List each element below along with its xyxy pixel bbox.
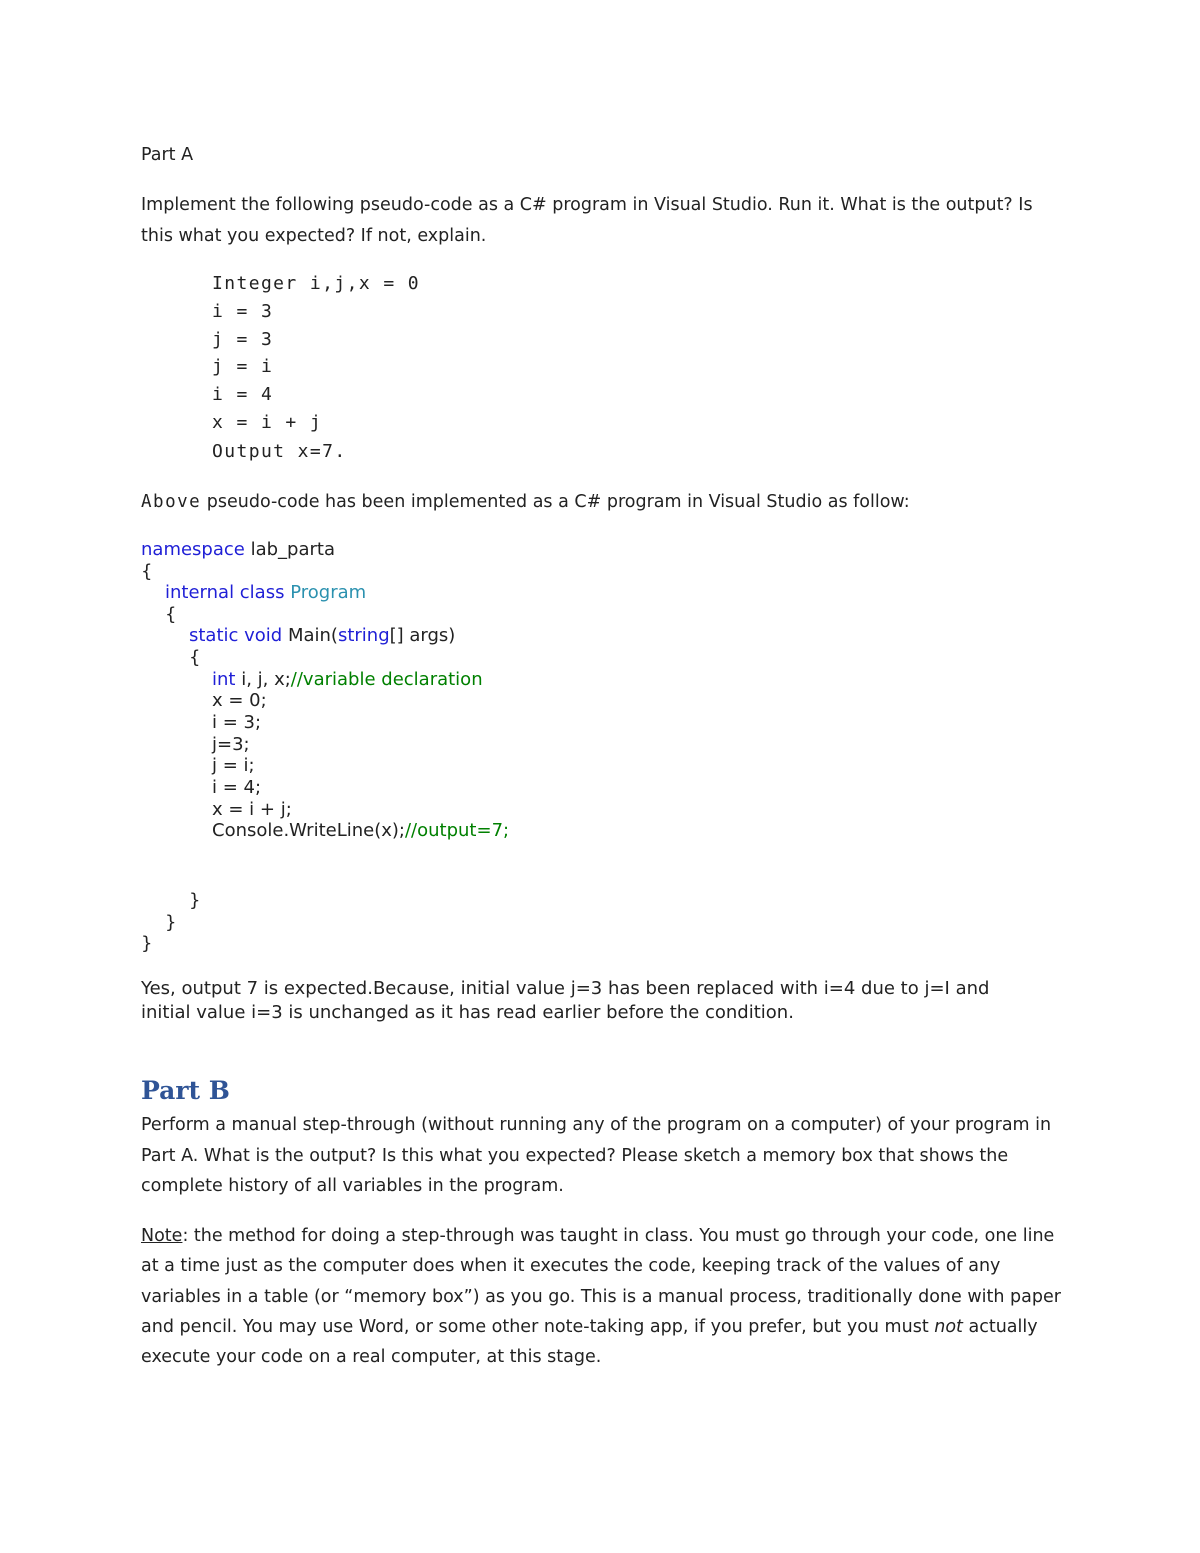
note-line-2: at a time just as the computer does when it executes the code, keeping track of the values of any — [141, 1256, 1001, 1276]
pseudo-line-1: Integer i,j,x = 0 — [212, 273, 421, 294]
note-line-1 — [141, 1226, 1054, 1246]
code-stmt-5: i = 4; — [212, 777, 262, 798]
note-line-1-rest: : the method for doing a step-through was taught in class. You must go through your code, one line — [182, 1226, 1055, 1246]
decl-comment: //variable declaration — [290, 669, 483, 690]
implemented-sentence — [141, 492, 910, 512]
code-brace-open-1: { — [141, 561, 153, 582]
note-emphasis: not — [934, 1317, 963, 1337]
note-line-4-a: and pencil. You may use Word, or some other note-taking app, if you prefer, but you must — [141, 1317, 935, 1337]
writeline-comment: //output=7; — [404, 820, 510, 841]
part-a-intro-line-2: this what you expected? If not, explain. — [141, 226, 487, 246]
part-a-title: Part A — [141, 145, 194, 165]
part-a-intro-line-1: Implement the following pseudo-code as a C# program in Visual Studio. Run it. What is the output? Is — [141, 195, 1033, 215]
pseudo-line-2: i = 3 — [212, 301, 274, 322]
note-line-4 — [141, 1317, 1038, 1337]
decl-keyword: int — [212, 669, 236, 690]
pseudo-line-3: j = 3 — [212, 329, 274, 350]
code-brace-close-1: } — [141, 933, 153, 954]
decl-rest: i, j, x; — [235, 669, 291, 690]
code-decl-line — [212, 669, 483, 690]
code-brace-close-3: } — [189, 890, 201, 911]
answer-line-2: initial value i=3 is unchanged as it has read earlier before the condition. — [141, 1002, 794, 1023]
method-param-rest: [] args) — [389, 625, 456, 646]
code-stmt-7 — [212, 820, 509, 841]
pseudo-line-4: j = i — [212, 356, 274, 377]
implemented-rest: pseudo-code has been implemented as a C# program in Visual Studio as follow: — [201, 492, 910, 512]
note-line-4-b: actually — [962, 1317, 1038, 1337]
part-b-para-line-2: Part A. What is the output? Is this what you expected? Please sketch a memory box that shows the — [141, 1146, 1009, 1166]
answer-line-1: Yes, output 7 is expected.Because, initial value j=3 has been replaced with i=4 due to j=I and — [141, 978, 990, 999]
code-brace-open-3: { — [189, 647, 201, 668]
code-stmt-1: x = 0; — [212, 690, 267, 711]
namespace-keyword: namespace — [141, 539, 245, 560]
part-b-heading: Part B — [141, 1076, 230, 1105]
method-name: Main( — [282, 625, 338, 646]
note-line-5: execute your code on a real computer, at this stage. — [141, 1347, 602, 1367]
note-line-3: variables in a table (or “memory box”) as you go. This is a manual process, traditionally done with paper — [141, 1287, 1061, 1307]
code-brace-close-2: } — [165, 912, 177, 933]
method-param-type: string — [337, 625, 390, 646]
code-stmt-3: j=3; — [212, 734, 250, 755]
class-modifier: internal class — [165, 582, 285, 603]
code-stmt-6: x = i + j; — [212, 799, 292, 820]
pseudo-line-5: i = 4 — [212, 384, 274, 405]
code-brace-open-2: { — [165, 604, 177, 625]
pseudo-line-6: x = i + j — [212, 412, 323, 433]
pseudo-line-7: Output x=7. — [212, 441, 347, 462]
class-name: Program — [290, 582, 367, 603]
code-namespace-line — [141, 539, 335, 560]
namespace-name: lab_parta — [244, 539, 335, 560]
code-stmt-2: i = 3; — [212, 712, 262, 733]
code-method-line — [189, 625, 455, 646]
implemented-word: Above — [141, 492, 202, 512]
note-label: Note — [141, 1226, 183, 1246]
writeline-call: Console.WriteLine(x); — [212, 820, 405, 841]
code-class-line — [165, 582, 366, 603]
code-stmt-4: j = i; — [212, 755, 255, 776]
part-b-para-line-1: Perform a manual step-through (without running any of the program on a computer) of your program in — [141, 1115, 1052, 1135]
part-b-para-line-3: complete history of all variables in the program. — [141, 1176, 564, 1196]
method-keywords: static void — [189, 625, 283, 646]
